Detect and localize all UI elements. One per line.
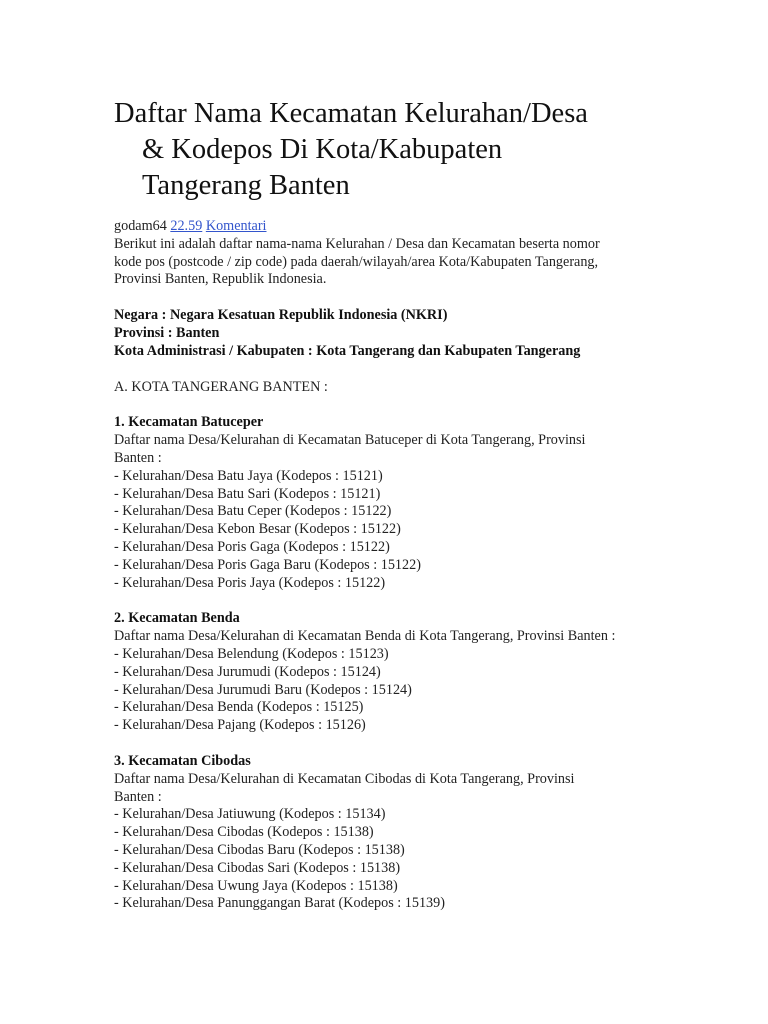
post-meta bbox=[114, 218, 674, 236]
info-provinsi: Provinsi : Banten bbox=[114, 324, 220, 341]
list-item: - Kelurahan/Desa Pajang (Kodepos : 15126) bbox=[114, 717, 366, 734]
kecamatan-desc: Banten : bbox=[114, 788, 162, 805]
list-item: - Kelurahan/Desa Jatiuwung (Kodepos : 15134) bbox=[114, 806, 386, 823]
kecamatan-desc: Banten : bbox=[114, 449, 162, 466]
kecamatan-title: 2. Kecamatan Benda bbox=[114, 610, 240, 627]
kecamatan-desc: Daftar nama Desa/Kelurahan di Kecamatan Batuceper di Kota Tangerang, Provinsi bbox=[114, 432, 586, 449]
post-title-line: Tangerang Banten bbox=[142, 170, 350, 201]
list-item: - Kelurahan/Desa Cibodas Sari (Kodepos : 15138) bbox=[114, 859, 401, 876]
info-negara: Negara : Negara Kesatuan Republik Indonesia (NKRI) bbox=[114, 307, 448, 324]
list-item: - Kelurahan/Desa Cibodas Baru (Kodepos : 15138) bbox=[114, 841, 405, 858]
list-item: - Kelurahan/Desa Jurumudi Baru (Kodepos : 15124) bbox=[114, 681, 412, 698]
comments-link[interactable]: Komentari bbox=[205, 218, 267, 234]
intro-line: Provinsi Banten, Republik Indonesia. bbox=[114, 271, 327, 288]
section-heading: A. KOTA TANGERANG BANTEN : bbox=[114, 378, 328, 395]
list-item: - Kelurahan/Desa Cibodas (Kodepos : 15138) bbox=[114, 824, 374, 841]
list-item: - Kelurahan/Desa Poris Gaga Baru (Kodepos : 15122) bbox=[114, 556, 421, 573]
list-item: - Kelurahan/Desa Kebon Besar (Kodepos : 15122) bbox=[114, 521, 401, 538]
list-item: - Kelurahan/Desa Poris Gaga (Kodepos : 15122) bbox=[114, 538, 390, 555]
list-item: - Kelurahan/Desa Uwung Jaya (Kodepos : 15138) bbox=[114, 877, 398, 894]
post-title bbox=[114, 96, 674, 204]
kecamatan-title: 3. Kecamatan Cibodas bbox=[114, 752, 251, 769]
kecamatan-title: 1. Kecamatan Batuceper bbox=[114, 414, 264, 431]
post-time-link[interactable]: 22.59 bbox=[170, 218, 203, 234]
list-item: - Kelurahan/Desa Benda (Kodepos : 15125) bbox=[114, 699, 364, 716]
list-item: - Kelurahan/Desa Poris Jaya (Kodepos : 15122) bbox=[114, 574, 386, 591]
list-item: - Kelurahan/Desa Belendung (Kodepos : 15123) bbox=[114, 645, 389, 662]
list-item: - Kelurahan/Desa Batu Sari (Kodepos : 15121) bbox=[114, 485, 381, 502]
post-title-line: & Kodepos Di Kota/Kabupaten bbox=[142, 134, 503, 165]
kecamatan-desc: Daftar nama Desa/Kelurahan di Kecamatan Cibodas di Kota Tangerang, Provinsi bbox=[114, 770, 575, 787]
intro-line: Berikut ini adalah daftar nama-nama Kelurahan / Desa dan Kecamatan beserta nomor bbox=[114, 235, 600, 252]
post-author: godam64 bbox=[114, 218, 167, 234]
intro-line: kode pos (postcode / zip code) pada daerah/wilayah/area Kota/Kabupaten Tangerang, bbox=[114, 253, 599, 270]
kecamatan-desc: Daftar nama Desa/Kelurahan di Kecamatan Benda di Kota Tangerang, Provinsi Banten : bbox=[114, 628, 616, 645]
list-item: - Kelurahan/Desa Batu Ceper (Kodepos : 15122) bbox=[114, 503, 392, 520]
post-title-line: Daftar Nama Kecamatan Kelurahan/Desa bbox=[114, 98, 588, 129]
list-item: - Kelurahan/Desa Jurumudi (Kodepos : 15124) bbox=[114, 663, 381, 680]
list-item: - Kelurahan/Desa Panunggangan Barat (Kodepos : 15139) bbox=[114, 895, 445, 912]
info-kota: Kota Administrasi / Kabupaten : Kota Tangerang dan Kabupaten Tangerang bbox=[114, 342, 581, 359]
list-item: - Kelurahan/Desa Batu Jaya (Kodepos : 15121) bbox=[114, 467, 383, 484]
post-body bbox=[114, 218, 674, 913]
